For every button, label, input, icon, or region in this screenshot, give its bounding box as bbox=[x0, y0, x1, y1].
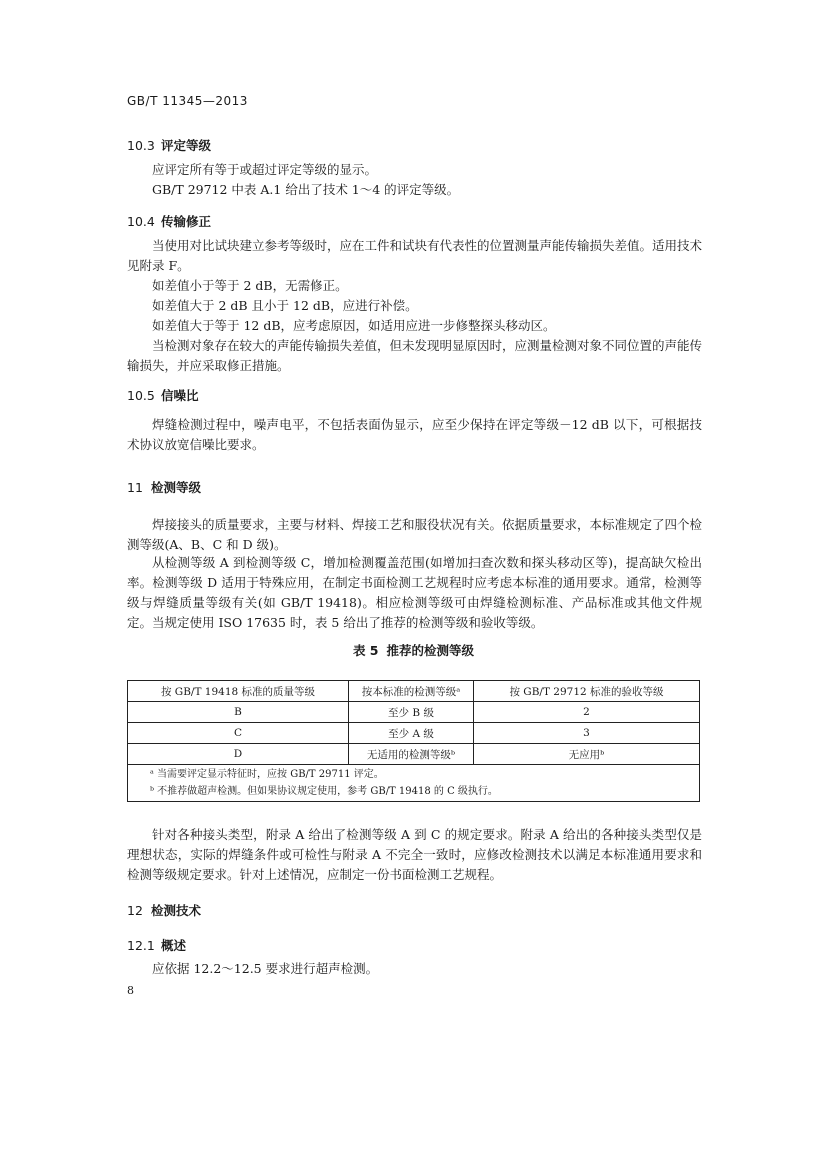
section-number: 10.4 bbox=[127, 214, 155, 229]
paragraph: 当使用对比试块建立参考等级时，应在工件和试块有代表性的位置测量声能传输损失差值。适用技术见附录 F。 bbox=[127, 238, 703, 273]
table-cell: 至少 B 级 bbox=[349, 702, 474, 723]
table-row bbox=[128, 744, 700, 765]
section-10-5-heading bbox=[127, 386, 199, 404]
table-cell: 2 bbox=[474, 702, 700, 723]
section-title: 检测等级 bbox=[151, 480, 202, 495]
section-number: 10.5 bbox=[127, 388, 155, 403]
table-notes bbox=[128, 765, 700, 802]
table-note-b: ᵇ 不推荐做超声检测。但如果协议规定使用，参考 GB/T 19418 的 C 级执行。 bbox=[150, 786, 498, 797]
paragraph: 针对各种接头类型，附录 A 给出了检测等级 A 到 C 的规定要求。附录 A 给出的各种接头类型仅是理想状态，实际的焊缝条件或可检性与附录 A 不完全一致时，应修改检测技术以满足本标准通用要求和检测等级规定要求。针对上述情况，应制定一份书面检测工艺规程。 bbox=[127, 827, 702, 882]
document-header: GB/T 11345—2013 bbox=[127, 94, 248, 108]
paragraph: 如差值大于等于 12 dB，应考虑原因，如适用应进一步修整探头移动区。 bbox=[152, 318, 556, 333]
paragraph: 如差值小于等于 2 dB，无需修正。 bbox=[152, 278, 348, 293]
paragraph: 当检测对象存在较大的声能传输损失差值，但未发现明显原因时，应测量检测对象不同位置的声能传输损失，并应采取修正措施。 bbox=[127, 338, 703, 373]
table-cell: C bbox=[128, 723, 349, 744]
table-cell: 无应用ᵇ bbox=[474, 744, 700, 765]
paragraph: 从检测等级 A 到检测等级 C，增加检测覆盖范围(如增加扫查次数和探头移动区等)，提高缺欠检出率。检测等级 D 适用于特殊应用，在制定书面检测工艺规程时应考虑本标准的通用要求。通常，检测等级与焊缝质量等级有关(如 GB/T 19418)。相应检测等级可由焊缝检测标准、产品标准或其他文件规定。 bbox=[127, 555, 702, 630]
section-10-4-heading bbox=[127, 212, 211, 230]
section-title: 检测技术 bbox=[151, 903, 202, 918]
section-title: 评定等级 bbox=[161, 138, 212, 153]
table-header-cell: 按 GB/T 29712 标准的验收等级 bbox=[474, 681, 700, 702]
section-11-heading bbox=[127, 478, 201, 496]
table-header-cell: 按 GB/T 19418 标准的质量等级 bbox=[128, 681, 349, 702]
table-cell: B bbox=[128, 702, 349, 723]
paragraph: 如差值大于 2 dB 且小于 12 dB，应进行补偿。 bbox=[152, 298, 418, 313]
table-cell: 无适用的检测等级ᵇ bbox=[349, 744, 474, 765]
paragraph: 应评定所有等于或超过评定等级的显示。 bbox=[152, 162, 378, 177]
section-10-3-heading bbox=[127, 136, 211, 154]
section-number: 11 bbox=[127, 480, 143, 495]
section-12-heading bbox=[127, 901, 201, 919]
section-title: 信噪比 bbox=[161, 388, 199, 403]
table-header-row bbox=[128, 681, 700, 702]
table-cell: 至少 A 级 bbox=[349, 723, 474, 744]
table-cell: D bbox=[128, 744, 349, 765]
table-number: 表 5 bbox=[352, 643, 379, 658]
table-notes-row bbox=[128, 765, 700, 802]
paragraph: 焊缝检测过程中，噪声电平，不包括表面伪显示，应至少保持在评定等级－12 dB 以下，可根据技术协议放宽信噪比要求。 bbox=[127, 417, 702, 452]
page-number: 8 bbox=[127, 984, 134, 997]
paragraph: 应依据 12.2～12.5 要求进行超声检测。 bbox=[152, 961, 379, 976]
paragraph: 当规定使用 ISO 17635 时，表 5 给出了推荐的检测等级和验收等级。 bbox=[152, 615, 544, 630]
table-note-a: ᵃ 当需要评定显示特征时，应按 GB/T 29711 评定。 bbox=[150, 769, 384, 780]
section-title: 概述 bbox=[161, 938, 187, 953]
section-number: 10.3 bbox=[127, 138, 155, 153]
table-header-cell: 按本标准的检测等级ᵃ bbox=[349, 681, 474, 702]
table-row bbox=[128, 723, 700, 744]
section-number: 12.1 bbox=[127, 938, 155, 953]
paragraph: GB/T 29712 中表 A.1 给出了技术 1～4 的评定等级。 bbox=[152, 182, 460, 197]
table-row bbox=[128, 702, 700, 723]
section-title: 传输修正 bbox=[161, 214, 212, 229]
table-cell: 3 bbox=[474, 723, 700, 744]
section-number: 12 bbox=[127, 903, 143, 918]
table-caption bbox=[0, 641, 827, 659]
table-title: 推荐的检测等级 bbox=[386, 643, 475, 658]
table-5 bbox=[127, 680, 700, 802]
section-12-1-heading bbox=[127, 936, 186, 954]
paragraph: 焊接接头的质量要求，主要与材料、焊接工艺和服役状况有关。依据质量要求，本标准规定了四个检测等级(A、B、C 和 D 级)。 bbox=[127, 517, 703, 552]
